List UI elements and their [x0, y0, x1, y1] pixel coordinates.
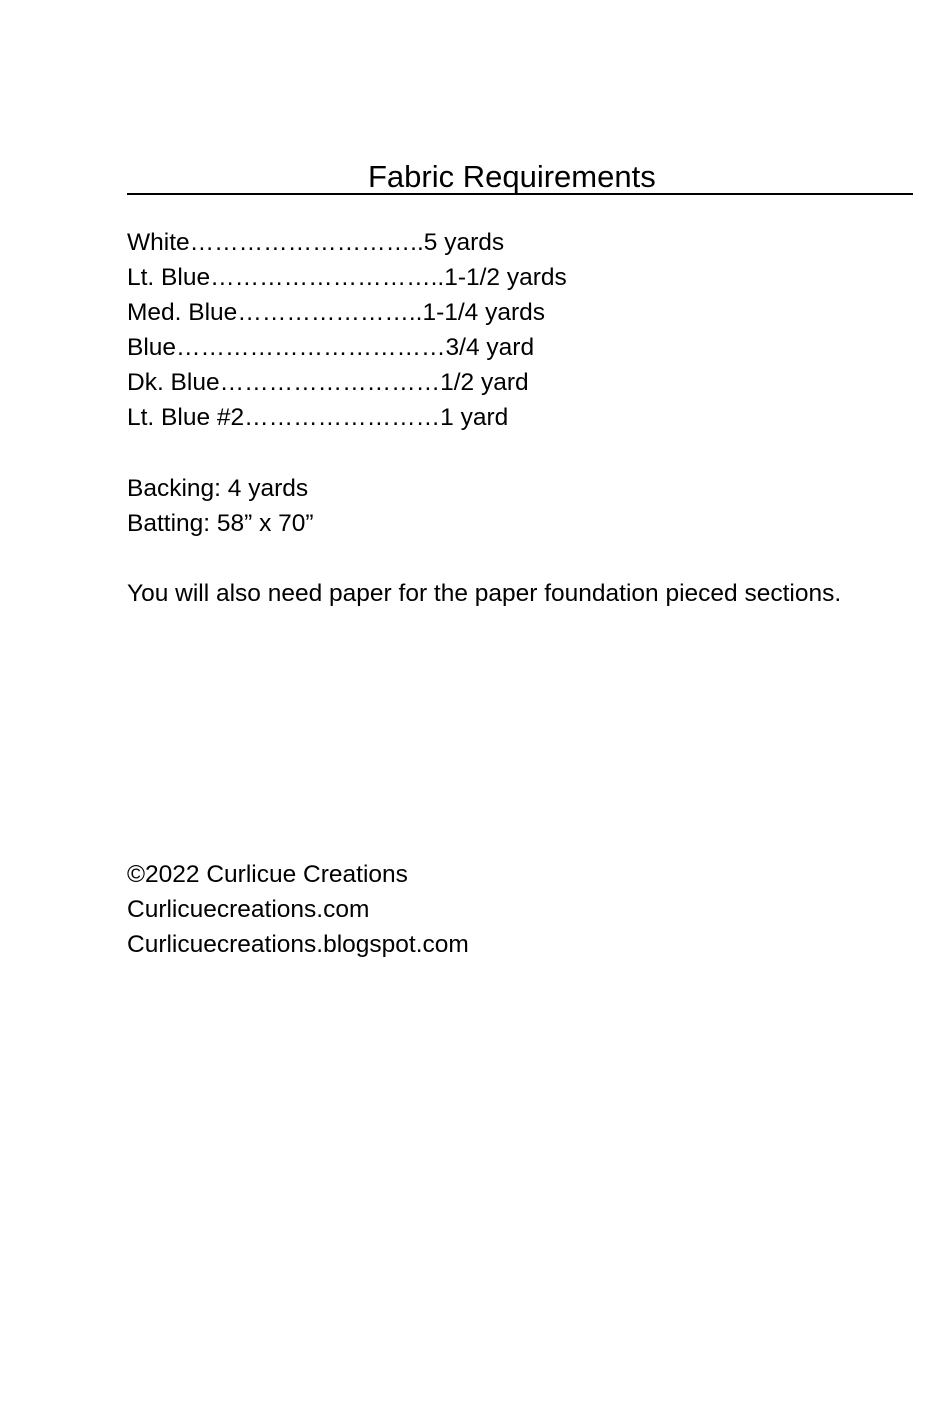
batting-line: Batting: 58” x 70” [127, 510, 314, 537]
fabric-item-white [127, 225, 567, 260]
fabric-name: Blue [127, 334, 177, 361]
fabric-amount: 1/2 yard [440, 369, 529, 396]
copyright-line: ©2022 Curlicue Creations [127, 861, 408, 888]
supplies [127, 471, 314, 541]
dot-leader: …………………… [244, 404, 441, 431]
dot-leader: ……………………… [219, 369, 441, 396]
fabric-amount: 1 yard [440, 404, 509, 431]
dot-leader: ………………….. [237, 299, 423, 326]
page-title: Fabric Requirements [368, 159, 656, 194]
dot-leader: …………………………… [176, 334, 446, 361]
fabric-name: Lt. Blue [127, 264, 211, 291]
fabric-item-lt-blue-2 [127, 400, 567, 435]
paper-note-text: You will also need paper for the paper foundation pieced sections. [127, 580, 842, 607]
dot-leader: ……………………….. [210, 264, 445, 291]
fabric-list [127, 225, 567, 435]
fabric-name: Lt. Blue #2 [127, 404, 245, 431]
website-line: Curlicuecreations.com [127, 896, 370, 923]
fabric-name: Dk. Blue [127, 369, 220, 396]
dot-leader: ……………………….. [189, 229, 424, 256]
fabric-amount: 1-1/2 yards [444, 264, 567, 291]
fabric-item-lt-blue [127, 260, 567, 295]
fabric-item-med-blue [127, 295, 567, 330]
fabric-amount: 3/4 yard [445, 334, 535, 361]
paper-note [127, 576, 841, 611]
fabric-name: White [127, 229, 190, 256]
fabric-amount: 5 yards [423, 229, 505, 256]
blog-line: Curlicuecreations.blogspot.com [127, 931, 469, 958]
fabric-name: Med. Blue [127, 299, 238, 326]
footer [127, 857, 469, 962]
fabric-item-blue [127, 330, 567, 365]
fabric-item-dk-blue [127, 365, 567, 400]
fabric-amount: 1-1/4 yards [422, 299, 545, 326]
backing-line: Backing: 4 yards [127, 475, 309, 502]
heading-row [127, 158, 913, 198]
